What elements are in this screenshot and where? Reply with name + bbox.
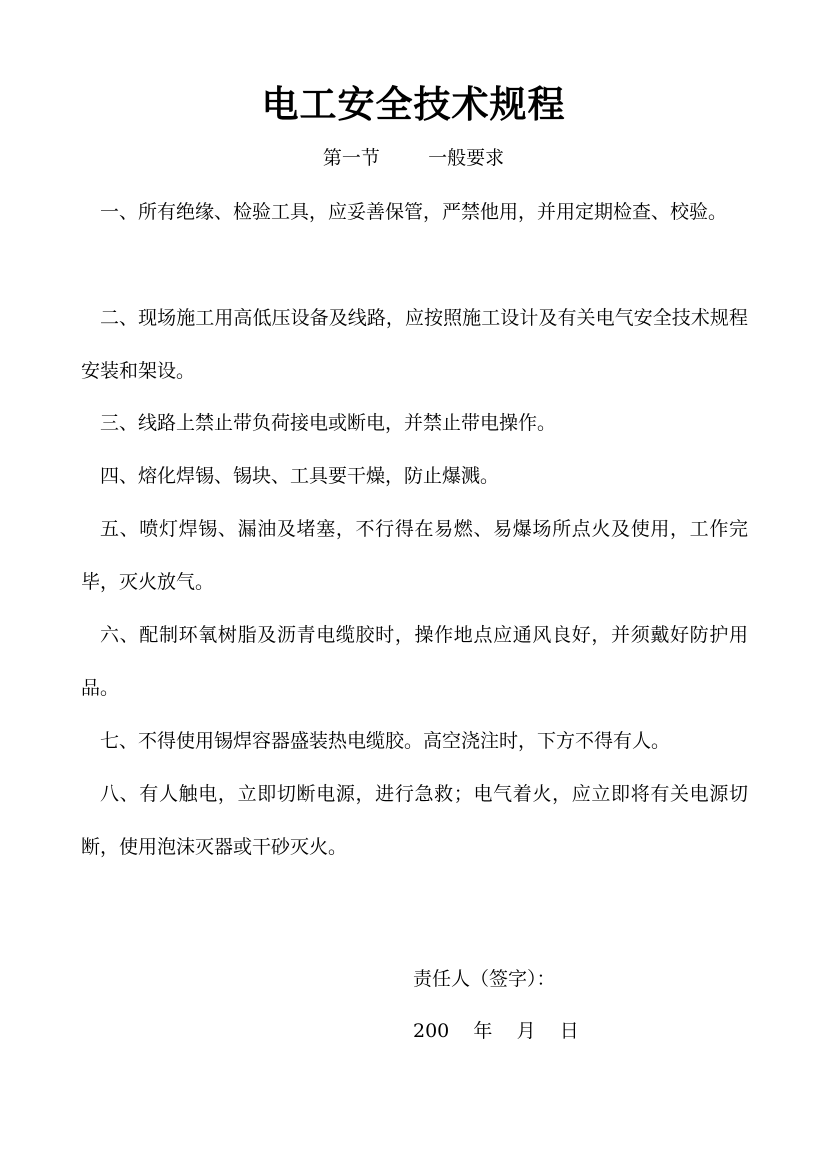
document-title: 电工安全技术规程	[261, 83, 566, 126]
rule-item-2: 二、现场施工用高低压设备及线路，应按照施工设计及有关电气安全技术规程安装和架设。	[81, 307, 748, 382]
rule-item-1: 一、所有绝缘、检验工具，应妥善保管，严禁他用，并用定期检查、校验。	[100, 201, 728, 223]
rule-item-6: 六、配制环氧树脂及沥青电缆胶时，操作地点应通风良好，并须戴好防护用品。	[81, 624, 748, 699]
section-heading: 第一节 一般要求	[322, 147, 505, 169]
rule-item-5: 五、喷灯焊锡、漏油及堵塞，不行得在易燃、易爆场所点火及使用，工作完毕，灭火放气。	[81, 518, 748, 593]
rule-item-4: 四、熔化焊锡、锡块、工具要干燥，防止爆溅。	[100, 465, 500, 487]
rule-item-3: 三、线路上禁止带负荷接电或断电，并禁止带电操作。	[100, 412, 557, 434]
rule-item-8: 八、有人触电，立即切断电源，进行急救；电气着火，应立即将有关电源切断，使用泡沫灭器或干砂灭火。	[81, 783, 748, 858]
rule-item-7: 七、不得使用锡焊容器盛装热电缆胶。高空浇注时，下方不得有人。	[100, 730, 671, 752]
signature-label: 责任人（签字）：	[413, 968, 556, 990]
date-line: 200 年 月 日	[413, 1020, 579, 1042]
